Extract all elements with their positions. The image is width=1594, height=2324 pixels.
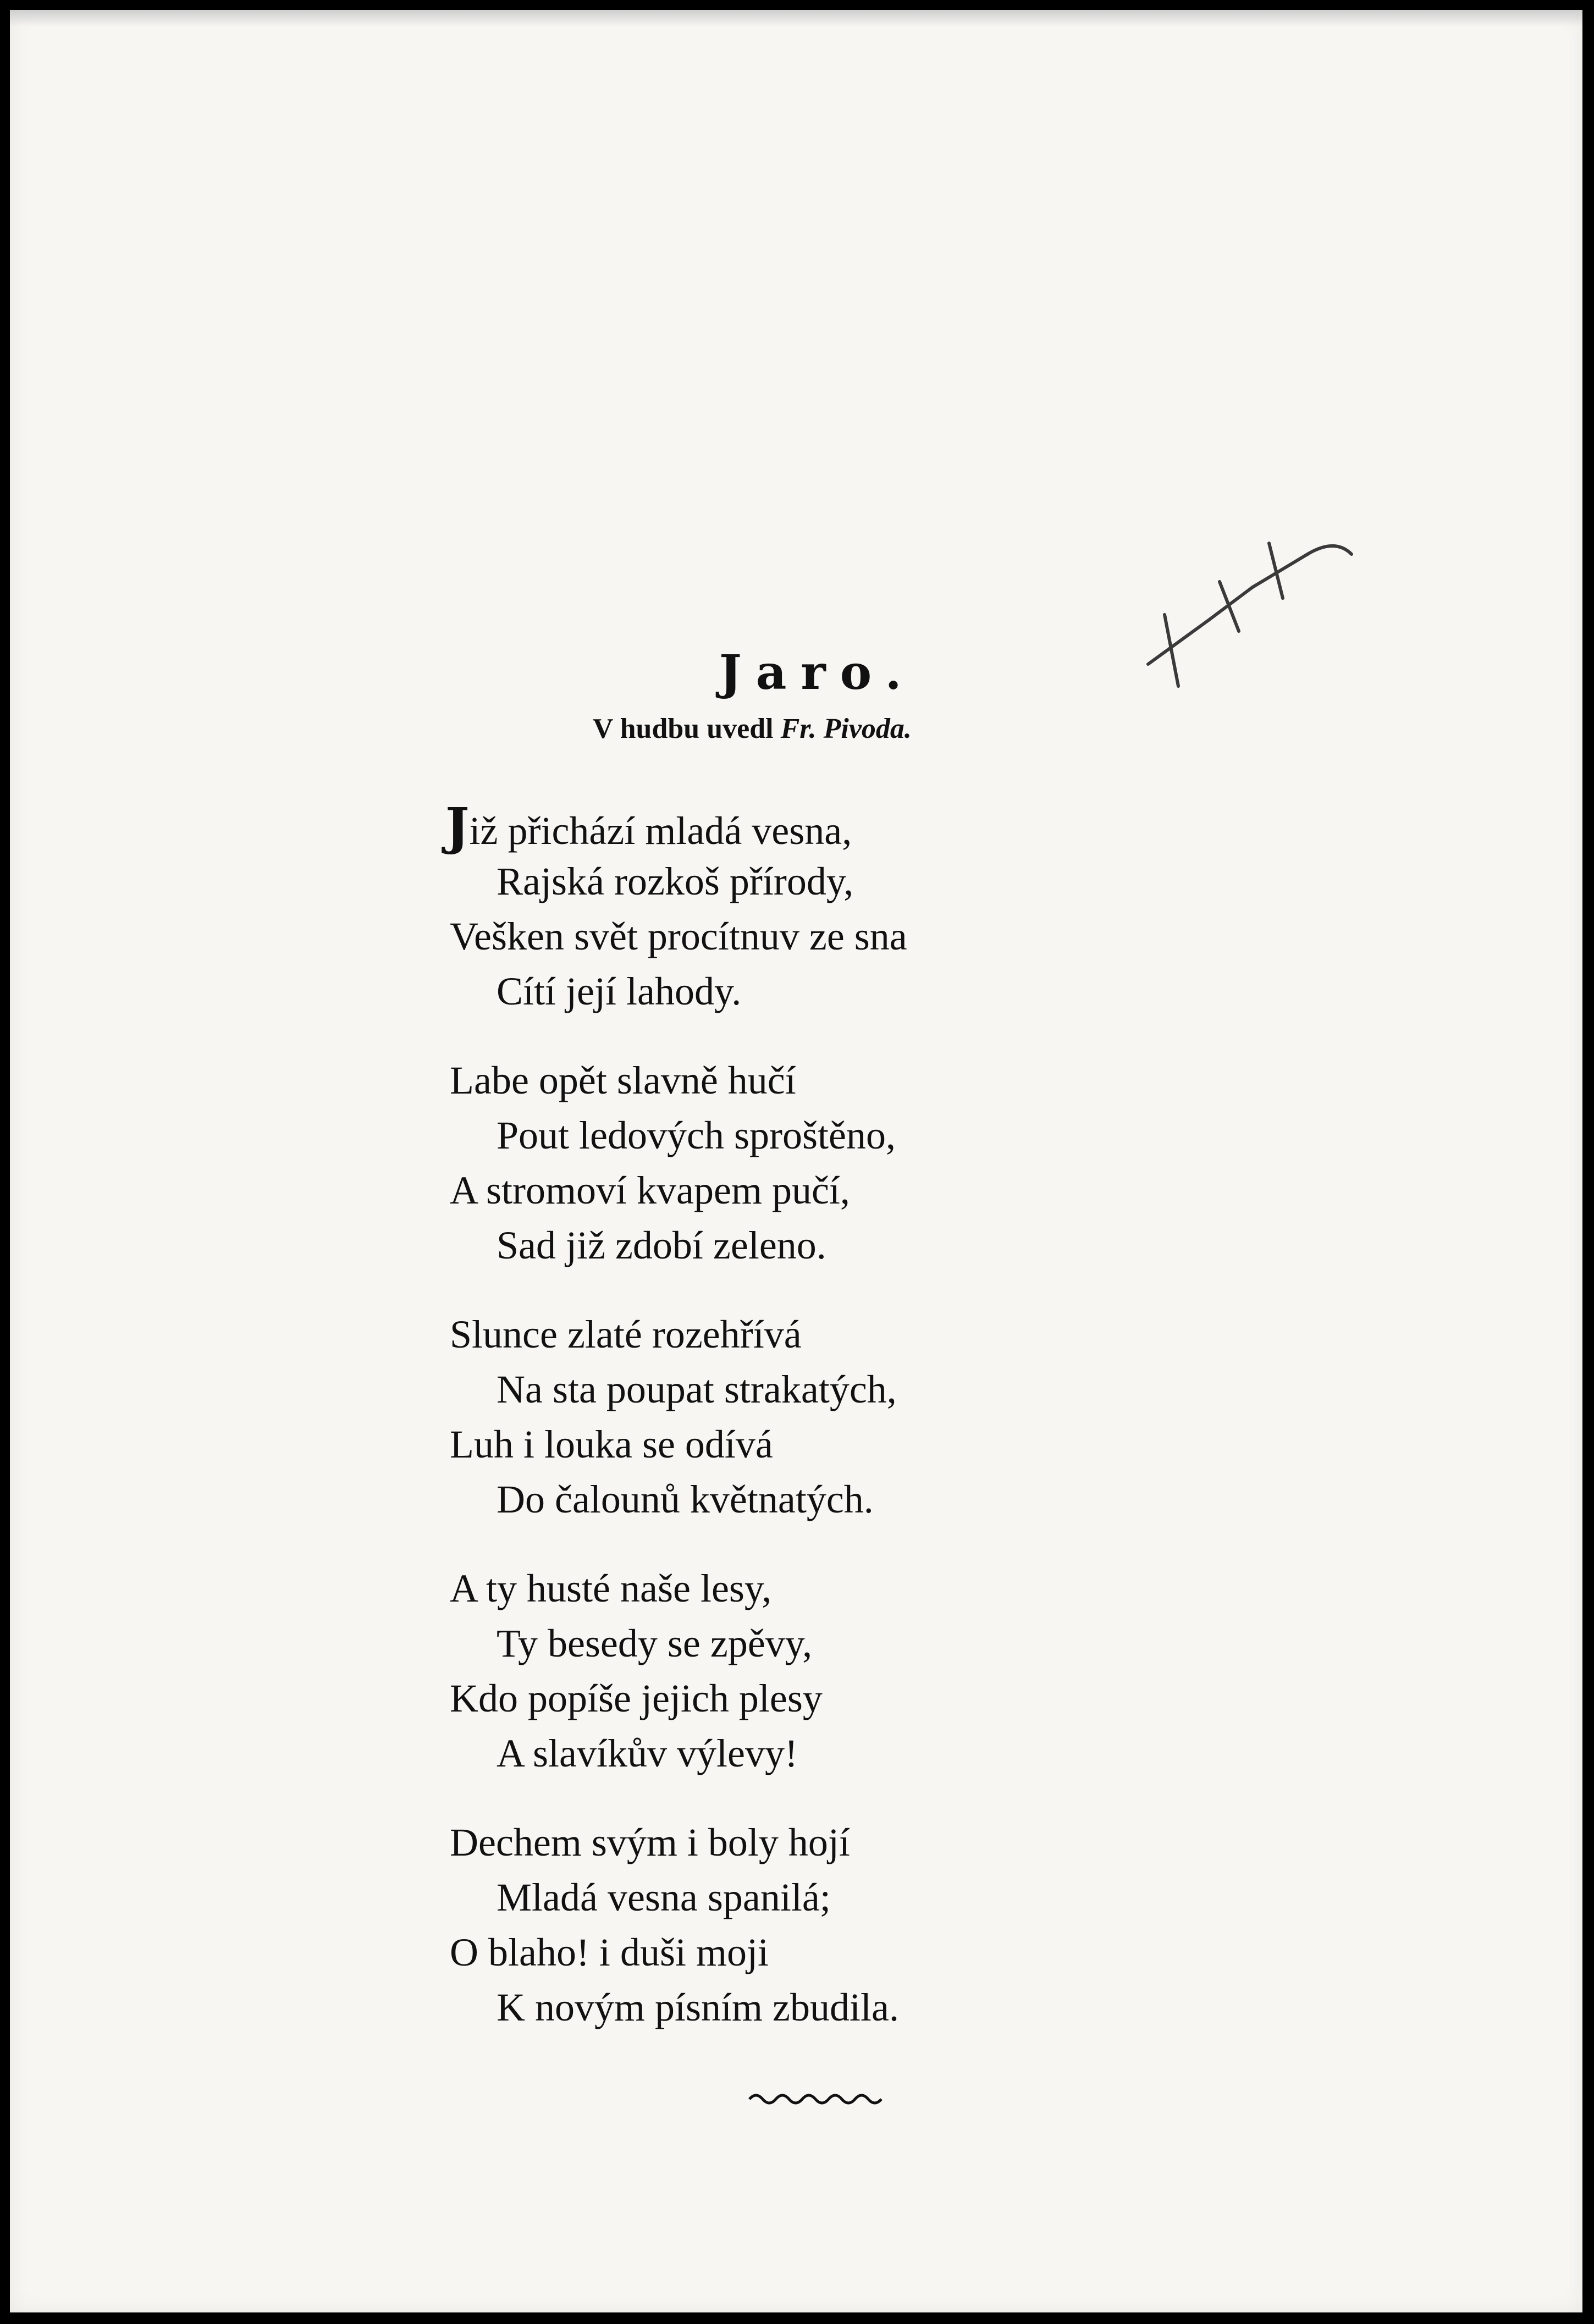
- poem-body: [445, 797, 1165, 2069]
- wavy-ornament-icon: [747, 2088, 884, 2110]
- poem-line: Rajská rozkoš přírody,: [497, 859, 854, 903]
- book-page: [10, 10, 1582, 2312]
- poem-line: Do čalounů květnatých.: [497, 1477, 874, 1521]
- stanza: [450, 1053, 1165, 1273]
- poem-line: Vešken svět procítnuv ze sna: [450, 914, 907, 958]
- poem-line-text: iž přichází mladá vesna,: [469, 809, 852, 853]
- poem-line: Mladá vesna spanilá;: [497, 1875, 831, 1919]
- stanza: [450, 1815, 1165, 2035]
- poem-line: A ty husté naše lesy,: [450, 1566, 772, 1610]
- poem-line: Sad již zdobí zeleno.: [497, 1223, 826, 1267]
- stanza: [450, 1561, 1165, 1781]
- drop-cap: J: [445, 797, 470, 856]
- poem-line: Kdo popíše jejich plesy: [450, 1676, 823, 1720]
- poem-line: A stromoví kvapem pučí,: [450, 1168, 850, 1212]
- stanza: [450, 1307, 1165, 1527]
- poem-line: Na sta poupat strakatých,: [497, 1367, 897, 1411]
- poem-line: Labe opět slavně hučí: [450, 1058, 796, 1102]
- poem-line: Pout ledových sproštěno,: [497, 1113, 896, 1157]
- poem-line: Ty besedy se zpěvy,: [497, 1621, 813, 1665]
- poem-line: Dechem svým i boly hojí: [450, 1820, 850, 1864]
- poem-line: Cítí její lahody.: [497, 969, 742, 1013]
- composer-name: Fr. Pivoda.: [780, 713, 912, 744]
- subtitle-prefix: V hudbu uvedl: [593, 713, 774, 744]
- poem-line: K novým písním zbudila.: [497, 1985, 899, 2029]
- stanza: [445, 797, 1165, 1019]
- page-top-edge: [10, 10, 1582, 26]
- pencil-cross-marks: [1126, 532, 1357, 697]
- poem-line: O blaho! i duši moji: [450, 1930, 769, 1974]
- poem-line: Slunce zlaté rozehřívá: [450, 1312, 802, 1356]
- poem-subtitle: [593, 713, 912, 745]
- poem-line: [445, 797, 1165, 856]
- poem-line: Luh i louka se odívá: [450, 1422, 773, 1466]
- poem-title: Jaro.: [719, 645, 916, 700]
- poem-line: A slavíkův výlevy!: [497, 1731, 798, 1775]
